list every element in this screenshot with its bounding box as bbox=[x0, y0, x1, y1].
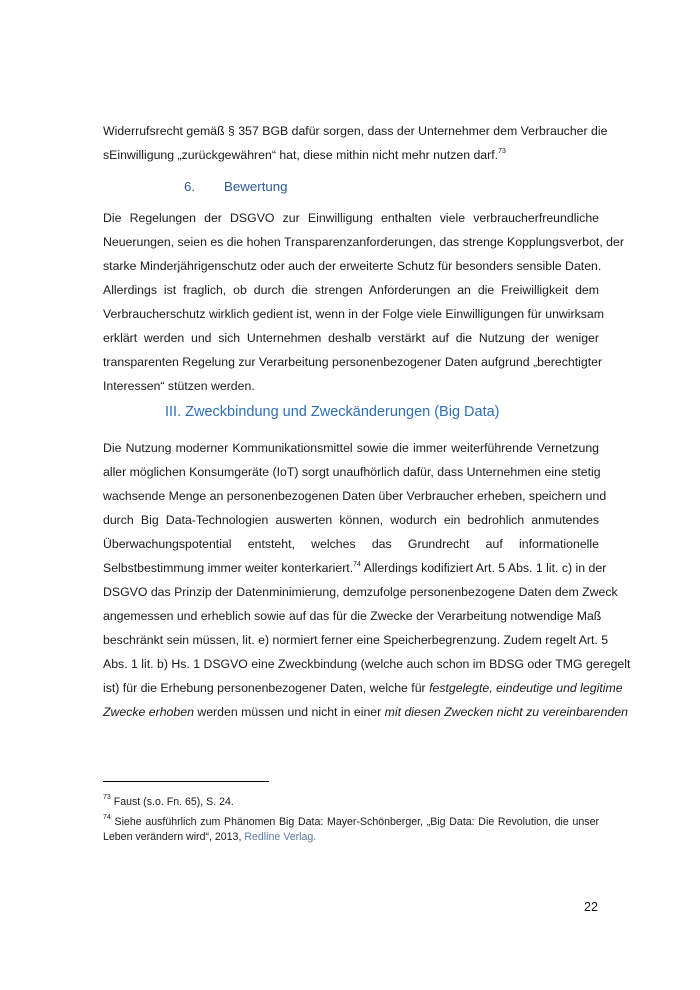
text-line: sEinwilligung „zurückgewähren“ hat, diese mithin nicht mehr nutzen darf.$^{73}$ bbox=[103, 148, 506, 162]
text-line: starke Minderjährigenschutz oder auch der erweiterte Schutz für besonders sensible Daten. bbox=[103, 259, 602, 273]
text-line: Überwachungspotential entsteht, welches das Grundrecht auf informationelle bbox=[103, 537, 599, 551]
text-line: Zwecke erhoben werden müssen und nicht in einer mit diesen Zwecken nicht zu vereinbarenden bbox=[103, 705, 628, 719]
text-line: Widerrufsrecht gemäß § 357 BGB dafür sorgen, dass der Unternehmer dem Verbraucher die bbox=[103, 124, 608, 138]
footnote-74: $^{74}$ Siehe ausführlich zum Phänomen Big Data: Mayer-Schönberger, „Big Data: Die Revolution, die unser Leben verändern wird“, 2013, Redline Verlag. bbox=[103, 814, 599, 843]
text-line: Die Regelungen der DSGVO zur Einwilligung enthalten viele verbraucherfreundliche bbox=[103, 211, 599, 225]
footnote-ref-73[interactable]: 73 bbox=[498, 148, 506, 155]
text-line: DSGVO das Prinzip der Datenminimierung, demzufolge personenbezogene Daten dem Zweck bbox=[103, 585, 618, 599]
text-line: beschränkt sein müssen, lit. e) normiert ferner eine Speicherbegrenzung. Zudem regelt Art. 5 bbox=[103, 633, 609, 647]
text-line: transparenten Regelung zur Verarbeitung personenbezogener Daten aufgrund „berechtigter bbox=[103, 355, 603, 369]
text-line: angemessen und erheblich sowie auf das für die Zwecke der Verarbeitung notwendige Maß bbox=[103, 609, 602, 623]
text-line: wachsende Menge an personenbezogenen Daten über Verbraucher erheben, speichern und bbox=[103, 489, 607, 503]
heading-title: Bewertung bbox=[224, 179, 288, 194]
footnote-ref-74[interactable]: 74 bbox=[353, 561, 361, 568]
footnote-number: 73 bbox=[103, 794, 111, 801]
text-line: Abs. 1 lit. b) Hs. 1 DSGVO eine Zweckbindung (welche auch schon im BDSG oder TMG geregelt bbox=[103, 657, 631, 671]
text-line: ist) für die Erhebung personenbezogener Daten, welche für festgelegte, eindeutige und legitime bbox=[103, 681, 623, 695]
text-line: Allerdings ist fraglich, ob durch die strengen Anforderungen an die Freiwilligkeit dem bbox=[103, 283, 599, 297]
page-number: 22 bbox=[584, 900, 598, 914]
footnote-number: 74 bbox=[103, 814, 111, 821]
footnote-separator bbox=[103, 781, 269, 782]
heading-zweckbindung: III. Zweckbindung und Zweckänderungen (Big Data) bbox=[165, 404, 500, 420]
text-line: erklärt werden und sich Unternehmen deshalb verstärkt auf die Nutzung der weniger bbox=[103, 331, 599, 345]
paragraph-zweckbindung bbox=[103, 436, 631, 724]
publisher-link[interactable]: Redline Verlag. bbox=[244, 831, 317, 843]
heading-number: 6. bbox=[184, 179, 196, 194]
paragraph-withdrawal bbox=[103, 119, 608, 167]
text-line: Die Nutzung moderner Kommunikationsmittel sowie die immer weiterführende Vernetzung bbox=[103, 441, 599, 455]
heading-bewertung bbox=[184, 179, 288, 194]
text-line: Selbstbestimmung immer weiter konterkariert.$^{74}$ Allerdings kodifiziert Art. 5 Abs. 1 lit. c) in der bbox=[103, 561, 607, 575]
text-line: Verbraucherschutz wirklich gedient ist, wenn in der Folge viele Einwilligungen für unwirksam bbox=[103, 307, 604, 321]
text-line: durch Big Data-Technologien auswerten können, wodurch ein bedrohlich anmutendes bbox=[103, 513, 599, 527]
footnote-73: $^{73}$ Faust (s.o. Fn. 65), S. 24. bbox=[103, 794, 234, 808]
text-line: Interessen“ stützen werden. bbox=[103, 379, 255, 393]
text-line: aller möglichen Konsumgeräte (IoT) sorgt unaufhörlich dafür, dass Unternehmen eine stetig bbox=[103, 465, 601, 479]
text-line: Neuerungen, seien es die hohen Transparenzanforderungen, das strenge Kopplungsverbot, der bbox=[103, 235, 624, 249]
paragraph-bewertung bbox=[103, 206, 624, 398]
